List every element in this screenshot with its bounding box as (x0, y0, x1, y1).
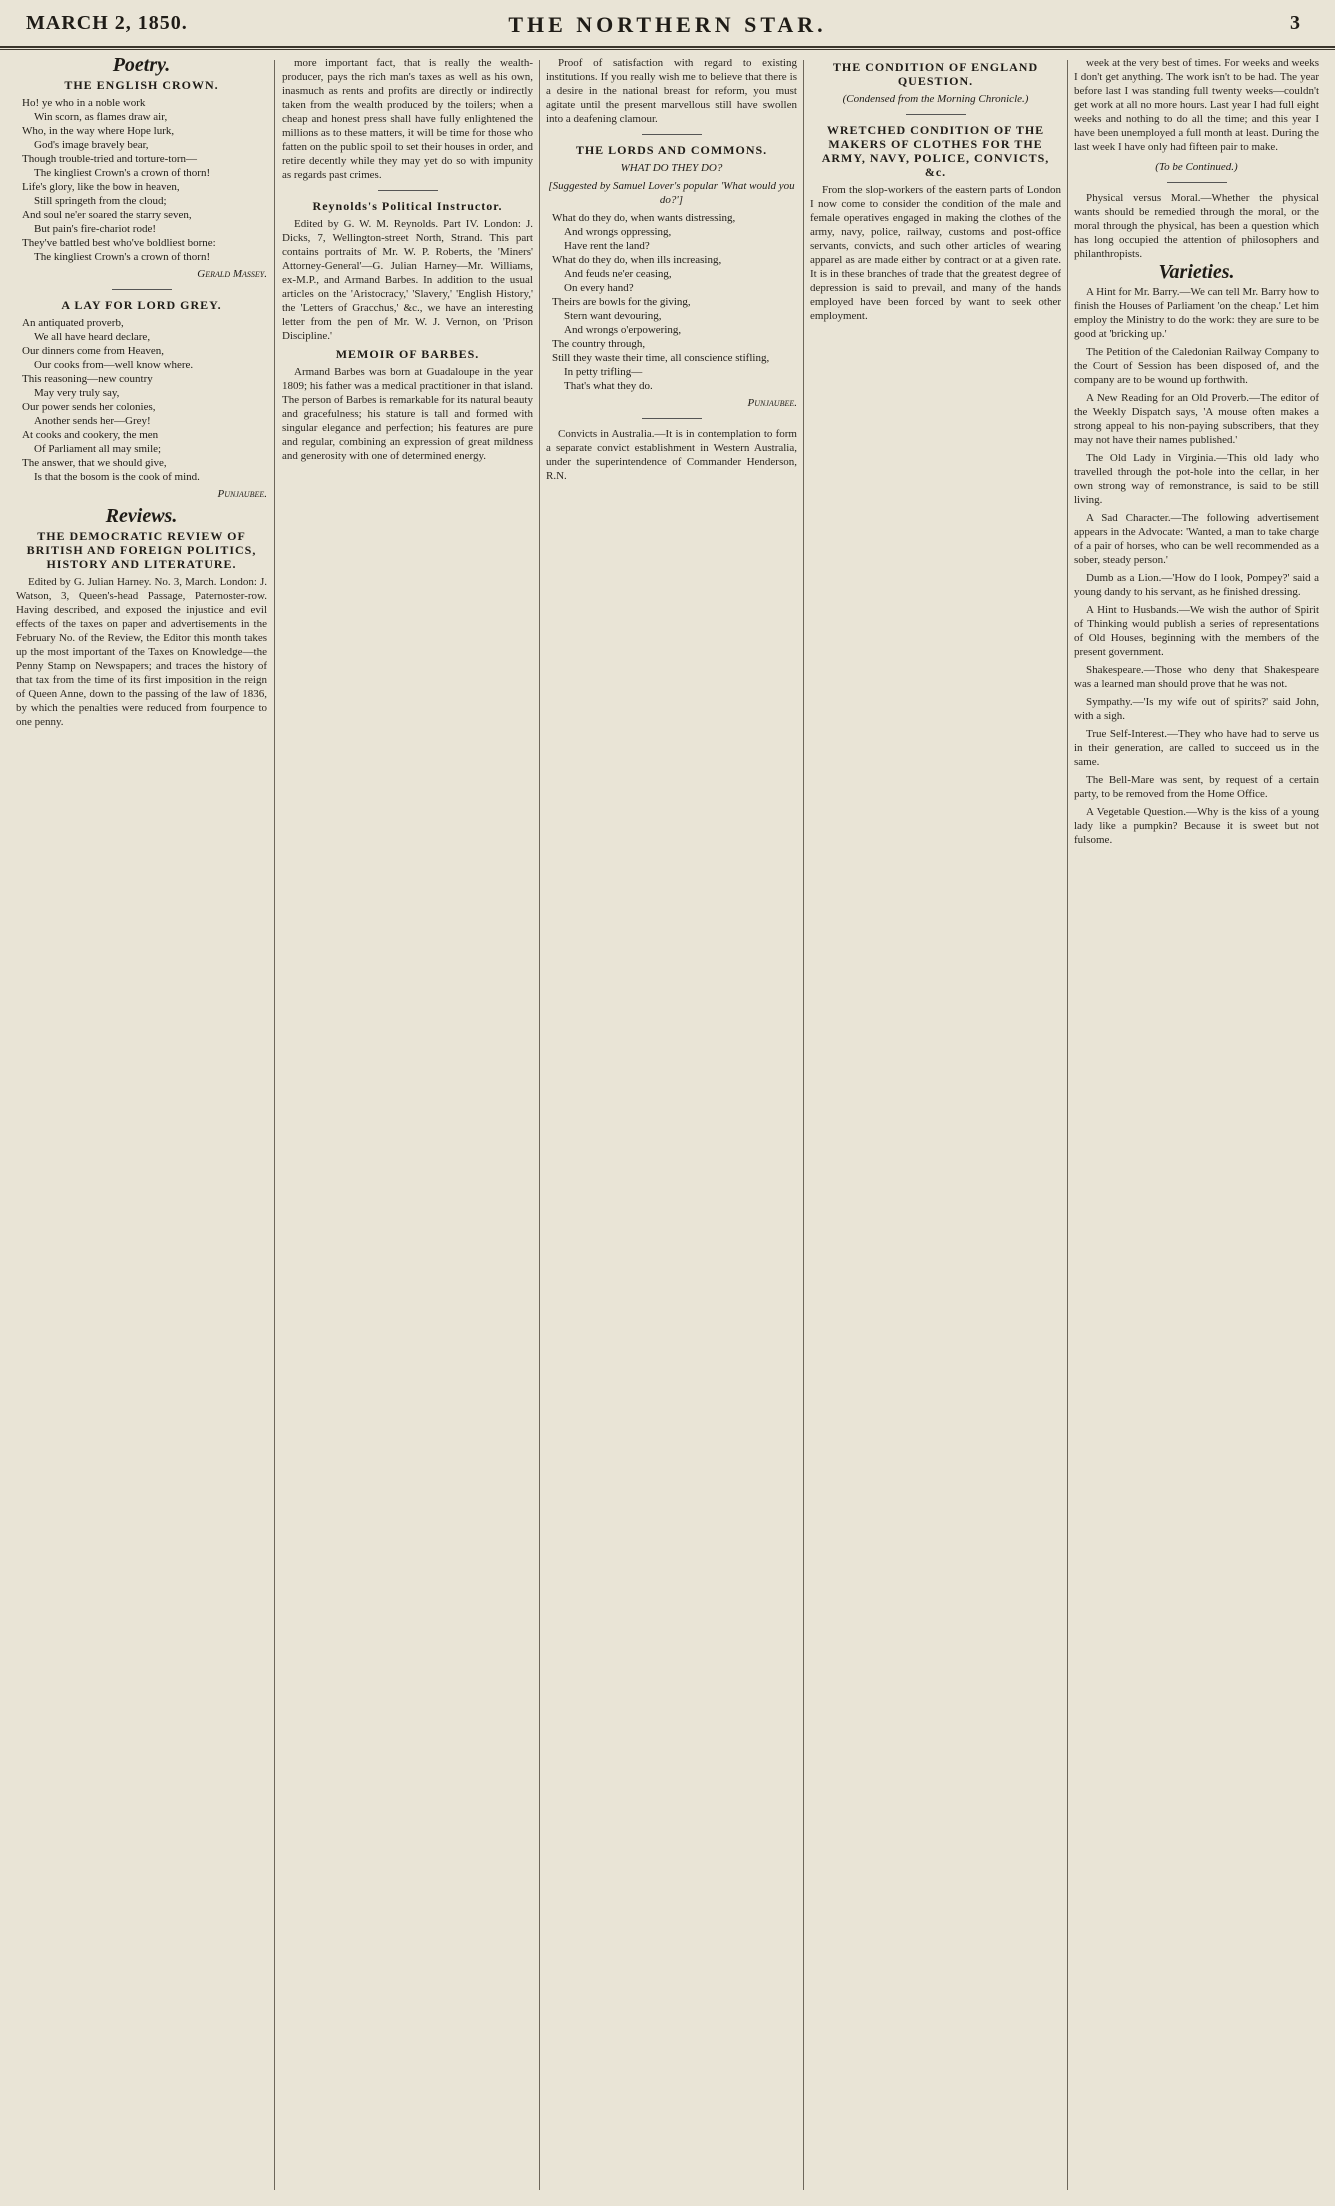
variety-item: Dumb as a Lion.—'How do I look, Pompey?' said a young dandy to his servant, as he finished dressing. (1074, 572, 1319, 598)
poem-line: Our dinners come from Heaven, (22, 345, 165, 357)
poem-line: The kingliest Crown's a crown of thorn! (34, 251, 211, 263)
poem-line: We all have heard declare, (34, 331, 151, 343)
poem-line: Of Parliament all may smile; (34, 443, 162, 455)
variety-item: A Sad Character.—The following advertisement appears in the Advocate: 'Wanted, a man to take charge of a pair of horses, who can be well recommended as a sober, steady person.' (1074, 512, 1319, 566)
poem-line: God's image bravely bear, (34, 139, 149, 151)
poem-line: And feuds ne'er ceasing, (564, 268, 672, 280)
poem-line: They've battled best who've boldliest borne: (22, 237, 216, 249)
column-1 (16, 56, 267, 2196)
poem-line: On every hand? (564, 282, 634, 294)
column-rule (274, 60, 275, 2190)
column-4 (810, 56, 1061, 2196)
article-subhead: WRETCHED CONDITION OF THE MAKERS OF CLOTHES FOR THE ARMY, NAVY, POLICE, CONVICTS, &c. (821, 123, 1050, 179)
poetry-heading: Poetry. (112, 56, 171, 76)
poem-body (546, 211, 797, 393)
poem-line: Who, in the way where Hope lurk, (22, 125, 175, 137)
poem-line: Though trouble-tried and torture-torn— (22, 153, 198, 165)
review-title: THE DEMOCRATIC REVIEW OF BRITISH AND FOREIGN POLITICS, HISTORY AND LITERATURE. (26, 529, 257, 571)
poem-line: Still springeth from the cloud; (34, 195, 167, 207)
poem-line: The answer, that we should give, (22, 457, 167, 469)
columns (16, 56, 1319, 2196)
poem-subtitle: WHAT DO THEY DO? (620, 162, 723, 174)
article-source: (Condensed from the Morning Chronicle.) (842, 93, 1029, 105)
variety-item: A Hint to Husbands.—We wish the author of Spirit of Thinking would publish a series of representations of Old Houses, beginning with the members of the present government. (1074, 604, 1319, 658)
article-text: From the slop-workers of the eastern parts of London I now come to consider the condition of the male and female operatives engaged in making the clothes of the army, navy, police, railway, customs and post-office servants, convicts, and such other articles of wearing apparel as are made either by contract or at a given rate. It is in these branches of trade that the greatest degree of depression is said to prevail, and many of the hands employed have been forced by want to seek other employment. (810, 184, 1061, 322)
header-title: THE NORTHERN STAR. (508, 12, 827, 37)
article-text: more important fact, that is really the wealth-producer, pays the rich man's taxes as well as his own, inasmuch as rents and profits are directly or indirectly taken from the wealth produced by the toilers; when a cheap and honest press shall have fully enlightened the millions as to these matters, it will be time for those who fatten on the public spoil to set their houses in order, and retire decently while they may yet do so with impunity as regards past crimes. (282, 57, 533, 181)
review-text: Edited by G. Julian Harney. No. 3, March. London: J. Watson, 3, Queen's-head Passage, Paternoster-row. Having described, and exposed the injustice and evil effects of the taxes on paper and advertisements in the February No. of the Review, the Editor this month takes up the most important of the Taxes on Knowledge—the Penny Stamp on Newspapers; and traces the history of that tax from the time of its first imposition in the reign of Queen Anne, down to the passing of the law of 1836, by which the penalties were reduced from fourpence to one penny. (16, 576, 267, 728)
memoir-text: Armand Barbes was born at Guadaloupe in the year 1809; his father was a medical practitioner in that island. The person of Barbes is remarkable for its natural beauty and gracefulness; his stature is tall and formed with singular elegance and perfection; his features are pure and regular, combining an expression of great mildness and generosity with one of determined energy. (282, 366, 533, 462)
poem-line: That's what they do. (564, 380, 653, 392)
article-text: week at the very best of times. For weeks and weeks I don't get anything. The work isn't to be had. The year before last I was standing full twenty weeks—couldn't get work at all no more hours. Last year I had full eight weeks and nothing to do all the time; and this year I have been unemployed a full month at least. During the last week I have only had fifteen pair to make. (1074, 57, 1319, 153)
divider (642, 418, 702, 419)
review-title: Reynolds's Political Instructor. (312, 199, 503, 213)
poem-line: And wrongs o'erpowering, (564, 324, 682, 336)
variety-item: A Vegetable Question.—Why is the kiss of a young lady like a pumpkin? Because it is sweet but not fulsome. (1074, 806, 1319, 846)
column-rule (1067, 60, 1068, 2190)
reviews-heading: Reviews. (105, 505, 178, 527)
poem-line: In petty trifling— (564, 366, 643, 378)
article-title: THE CONDITION OF ENGLAND QUESTION. (832, 60, 1039, 88)
varieties-heading: Varieties. (1158, 261, 1235, 283)
variety-item: True Self-Interest.—They who have had to serve us in their generation, are called to succeed us in the same. (1074, 728, 1319, 768)
poem-note: [Suggested by Samuel Lover's popular 'What would you do?'] (548, 180, 795, 206)
poem-line: The country through, (552, 338, 646, 350)
poem-line: Is that the bosom is the cook of mind. (34, 471, 200, 483)
column-rule (539, 60, 540, 2190)
poem-title: THE ENGLISH CROWN. (64, 78, 219, 92)
poem-line: This reasoning—new country (22, 373, 153, 385)
poem-body (16, 316, 267, 484)
column-3 (546, 56, 797, 2196)
poem-line: May very truly say, (34, 387, 120, 399)
poem-title: THE LORDS AND COMMONS. (575, 143, 768, 157)
poem-line: And wrongs oppressing, (564, 226, 672, 238)
poem-signature: Punjaubee. (747, 397, 797, 409)
poem-line: What do they do, when ills increasing, (552, 254, 722, 266)
poem-line: An antiquated proverb, (22, 317, 124, 329)
poem-line: Have rent the land? (564, 240, 650, 252)
divider (1167, 182, 1227, 183)
variety-item: A New Reading for an Old Proverb.—The editor of the Weekly Dispatch says, 'A mouse often makes a strong appeal to his non-paying subscribers, that they may not have their names published.' (1074, 392, 1319, 446)
divider (112, 289, 172, 290)
variety-item: The Bell-Mare was sent, by request of a certain party, to be removed from the Home Office. (1074, 774, 1319, 800)
memoir-heading: MEMOIR OF BARBES. (335, 347, 480, 361)
poem-signature: Gerald Massey. (197, 268, 267, 280)
poem-title: A LAY FOR LORD GREY. (61, 298, 222, 312)
header-rule (0, 49, 1335, 50)
header-date: MARCH 2, 1850. (26, 12, 188, 34)
news-item: Physical versus Moral.—Whether the physical wants should be remedied through the moral, or the moral through the physical, has been a question which has long occupied the attention of philosophers and philanthropists. (1074, 192, 1319, 260)
variety-item: Shakespeare.—Those who deny that Shakespeare was a learned man should prove that he was not. (1074, 664, 1319, 690)
variety-item: A Hint for Mr. Barry.—We can tell Mr. Barry how to finish the Houses of Parliament 'on the cheap.' Let him employ the Ministry to do the work: they are sure to be good at 'bricking up.' (1074, 286, 1319, 340)
poem-line: But pain's fire-chariot rode! (34, 223, 157, 235)
poem-line: Win scorn, as flames draw air, (34, 111, 168, 123)
divider (642, 134, 702, 135)
column-rule (803, 60, 804, 2190)
poem-signature: Punjaubee. (217, 488, 267, 500)
article-text: Proof of satisfaction with regard to existing institutions. If you really wish me to believe that there is a desire in the national breast for reform, you must agitate until the present marvellous still have swollen into a deafening clamour. (546, 57, 797, 125)
poem-line: At cooks and cookery, the men (22, 429, 159, 441)
poem-line: What do they do, when wants distressing, (552, 212, 736, 224)
poem-line: Our power sends her colonies, (22, 401, 156, 413)
column-2 (282, 56, 533, 2196)
variety-item: The Petition of the Caledonian Railway Company to the Court of Session has been disposed of, and the company are to be wound up forthwith. (1074, 346, 1319, 386)
column-5 (1074, 56, 1319, 2196)
poem-line: Stern want devouring, (564, 310, 662, 322)
poem-line: Our cooks from—well know where. (34, 359, 194, 371)
news-item: Convicts in Australia.—It is in contemplation to form a separate convict establishment in Western Australia, under the superintendence of Commander Henderson, R.N. (546, 428, 797, 482)
poem-line: Ho! ye who in a noble work (22, 97, 146, 109)
header-page-number: 3 (1290, 12, 1301, 34)
poem-line: Still they waste their time, all conscience stifling, (552, 352, 770, 364)
divider (378, 190, 438, 191)
poem-body (16, 96, 267, 264)
poem-line: Another sends her—Grey! (34, 415, 151, 427)
poem-line: And soul ne'er soared the starry seven, (22, 209, 192, 221)
page-header (0, 0, 1335, 48)
to-be-continued: (To be Continued.) (1155, 161, 1238, 173)
divider (906, 114, 966, 115)
variety-item: Sympathy.—'Is my wife out of spirits?' said John, with a sigh. (1074, 696, 1319, 722)
poem-line: Life's glory, like the bow in heaven, (22, 181, 180, 193)
variety-item: The Old Lady in Virginia.—This old lady who travelled through the pot-hole into the cellar, in her own strong way of remonstrance, is said to be still living. (1074, 452, 1319, 506)
poem-line: The kingliest Crown's a crown of thorn! (34, 167, 211, 179)
poem-line: Theirs are bowls for the giving, (552, 296, 691, 308)
review-text: Edited by G. W. M. Reynolds. Part IV. London: J. Dicks, 7, Wellington-street North, Strand. This part contains portraits of Mr. W. P. Roberts, the 'Miners' Attorney-General'—G. Julian Harney—Mr. Williams, ex-M.P., and Armand Barbes. In addition to the usual articles on the 'Aristocracy,' 'Slavery,' 'English History,' the 'Letters of Gracchus,' &c., we have an interesting letter from the pen of Mr. W. J. Vernon, on 'Prison Discipline.' (282, 218, 533, 342)
